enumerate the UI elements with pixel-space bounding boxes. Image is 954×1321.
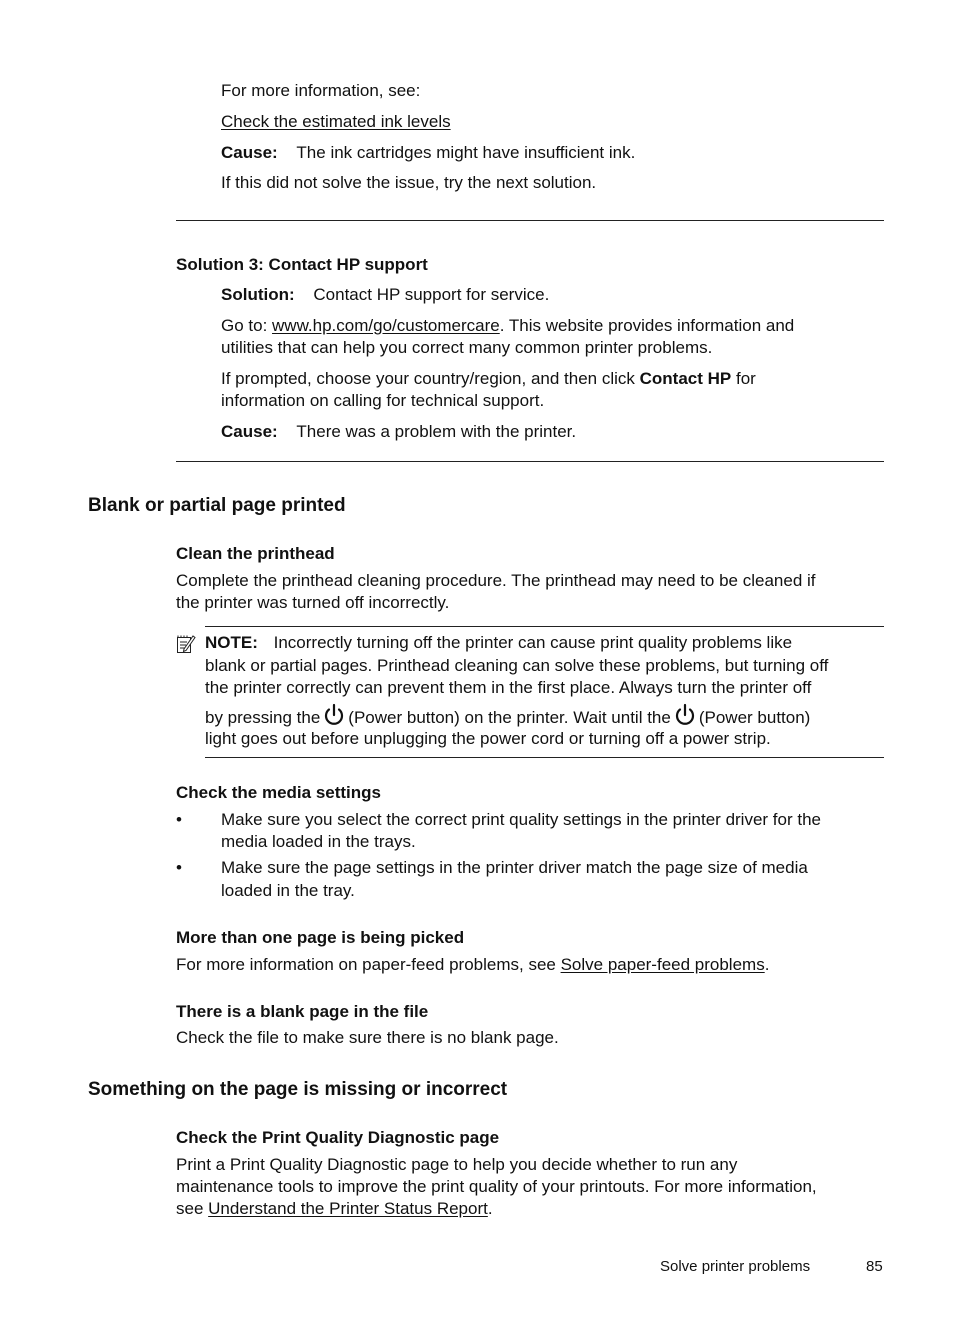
page-number: 85 — [866, 1258, 883, 1275]
status-report-link[interactable]: Understand the Printer Status Report — [208, 1199, 488, 1218]
bullet: • — [176, 858, 182, 877]
prompt-suffix: for — [731, 369, 756, 388]
prompt-prefix: If prompted, choose your country/region, and then click — [221, 369, 640, 388]
note-line-2: blank or partial pages. Printhead cleaning can solve these problems, but turning off — [205, 656, 829, 675]
ink-levels-link-line — [221, 111, 451, 133]
clean-printhead-heading: Clean the printhead — [176, 544, 335, 563]
solution-text: Contact HP support for service. — [313, 285, 550, 304]
goto-suffix: . This website provides information and — [499, 316, 795, 335]
blank-heading: Blank or partial page printed — [88, 495, 346, 516]
diagnostic-line-2: maintenance tools to improve the print quality of your printouts. For more information, — [176, 1177, 817, 1196]
solution3-solution-line — [221, 284, 549, 306]
ink-levels-link[interactable]: Check the estimated ink levels — [221, 112, 451, 131]
picked-heading: More than one page is being picked — [176, 928, 465, 947]
note-line-1 — [205, 632, 792, 654]
more-info-text: For more information, see: — [221, 81, 421, 100]
cause-label: Cause: — [221, 143, 278, 162]
note-bottom-rule — [205, 757, 884, 758]
divider — [176, 220, 884, 221]
picked-suffix: . — [764, 955, 770, 974]
cause-text: There was a problem with the printer. — [296, 422, 577, 441]
paper-feed-link[interactable]: Solve paper-feed problems — [560, 955, 765, 974]
diagnostic-suffix: . — [487, 1199, 493, 1218]
media-bullet-2-line-1: Make sure the page settings in the printer driver match the page size of media — [221, 858, 808, 877]
note-line-4b: (Power button) on the printer. Wait until the — [348, 708, 671, 727]
divider — [176, 461, 884, 462]
diagnostic-prefix: see — [176, 1199, 209, 1218]
solution-label: Solution: — [221, 285, 295, 304]
media-bullet-1-line-1: Make sure you select the correct print quality settings in the printer driver for the — [221, 810, 821, 829]
note-top-rule — [205, 626, 884, 627]
goto-prefix: Go to: — [221, 316, 273, 335]
customercare-link[interactable]: www.hp.com/go/customercare — [272, 316, 500, 335]
note-text: Incorrectly turning off the printer can cause print quality problems like — [273, 633, 793, 652]
diagnostic-line-1: Print a Print Quality Diagnostic page to help you decide whether to run any — [176, 1155, 738, 1174]
note-line-5: light goes out before unplugging the power cord or turning off a power strip. — [205, 729, 771, 748]
goto-line — [221, 315, 794, 337]
picked-prefix: For more information on paper-feed problems, see — [176, 955, 561, 974]
note-line-4a: by pressing the — [205, 708, 321, 727]
goto-line-2: utilities that can help you correct many common printer problems. — [221, 338, 713, 357]
contact-hp-label: Contact HP — [639, 369, 732, 388]
prompt-line — [221, 368, 756, 390]
bullet: • — [176, 810, 182, 829]
note-line-4c: (Power button) — [698, 708, 811, 727]
solution3-heading: Solution 3: Contact HP support — [176, 255, 428, 274]
next-solution-text: If this did not solve the issue, try the next solution. — [221, 173, 597, 192]
blank-file-heading: There is a blank page in the file — [176, 1002, 429, 1021]
cause-text: The ink cartridges might have insufficient ink. — [296, 143, 636, 162]
media-settings-heading: Check the media settings — [176, 783, 382, 802]
cause-line-printer — [221, 421, 576, 443]
note-icon — [176, 634, 196, 654]
blank-file-text: Check the file to make sure there is no blank page. — [176, 1028, 559, 1047]
footer-section-title: Solve printer problems — [660, 1258, 811, 1275]
note-label: NOTE: — [205, 633, 258, 652]
note-line-3: the printer correctly can prevent them in the first place. Always turn the printer off — [205, 678, 812, 697]
diagnostic-heading: Check the Print Quality Diagnostic page — [176, 1128, 500, 1147]
picked-line — [176, 954, 769, 976]
media-bullet-2-line-2: loaded in the tray. — [221, 881, 355, 900]
cause-line-ink — [221, 142, 635, 164]
clean-line-1: Complete the printhead cleaning procedure. The printhead may need to be cleaned if — [176, 571, 816, 590]
diagnostic-line-3 — [176, 1198, 493, 1220]
media-bullet-1-line-2: media loaded in the trays. — [221, 832, 416, 851]
cause-label: Cause: — [221, 422, 278, 441]
missing-heading: Something on the page is missing or incorrect — [88, 1079, 508, 1100]
prompt-line-2: information on calling for technical support. — [221, 391, 545, 410]
clean-line-2: the printer was turned off incorrectly. — [176, 593, 450, 612]
